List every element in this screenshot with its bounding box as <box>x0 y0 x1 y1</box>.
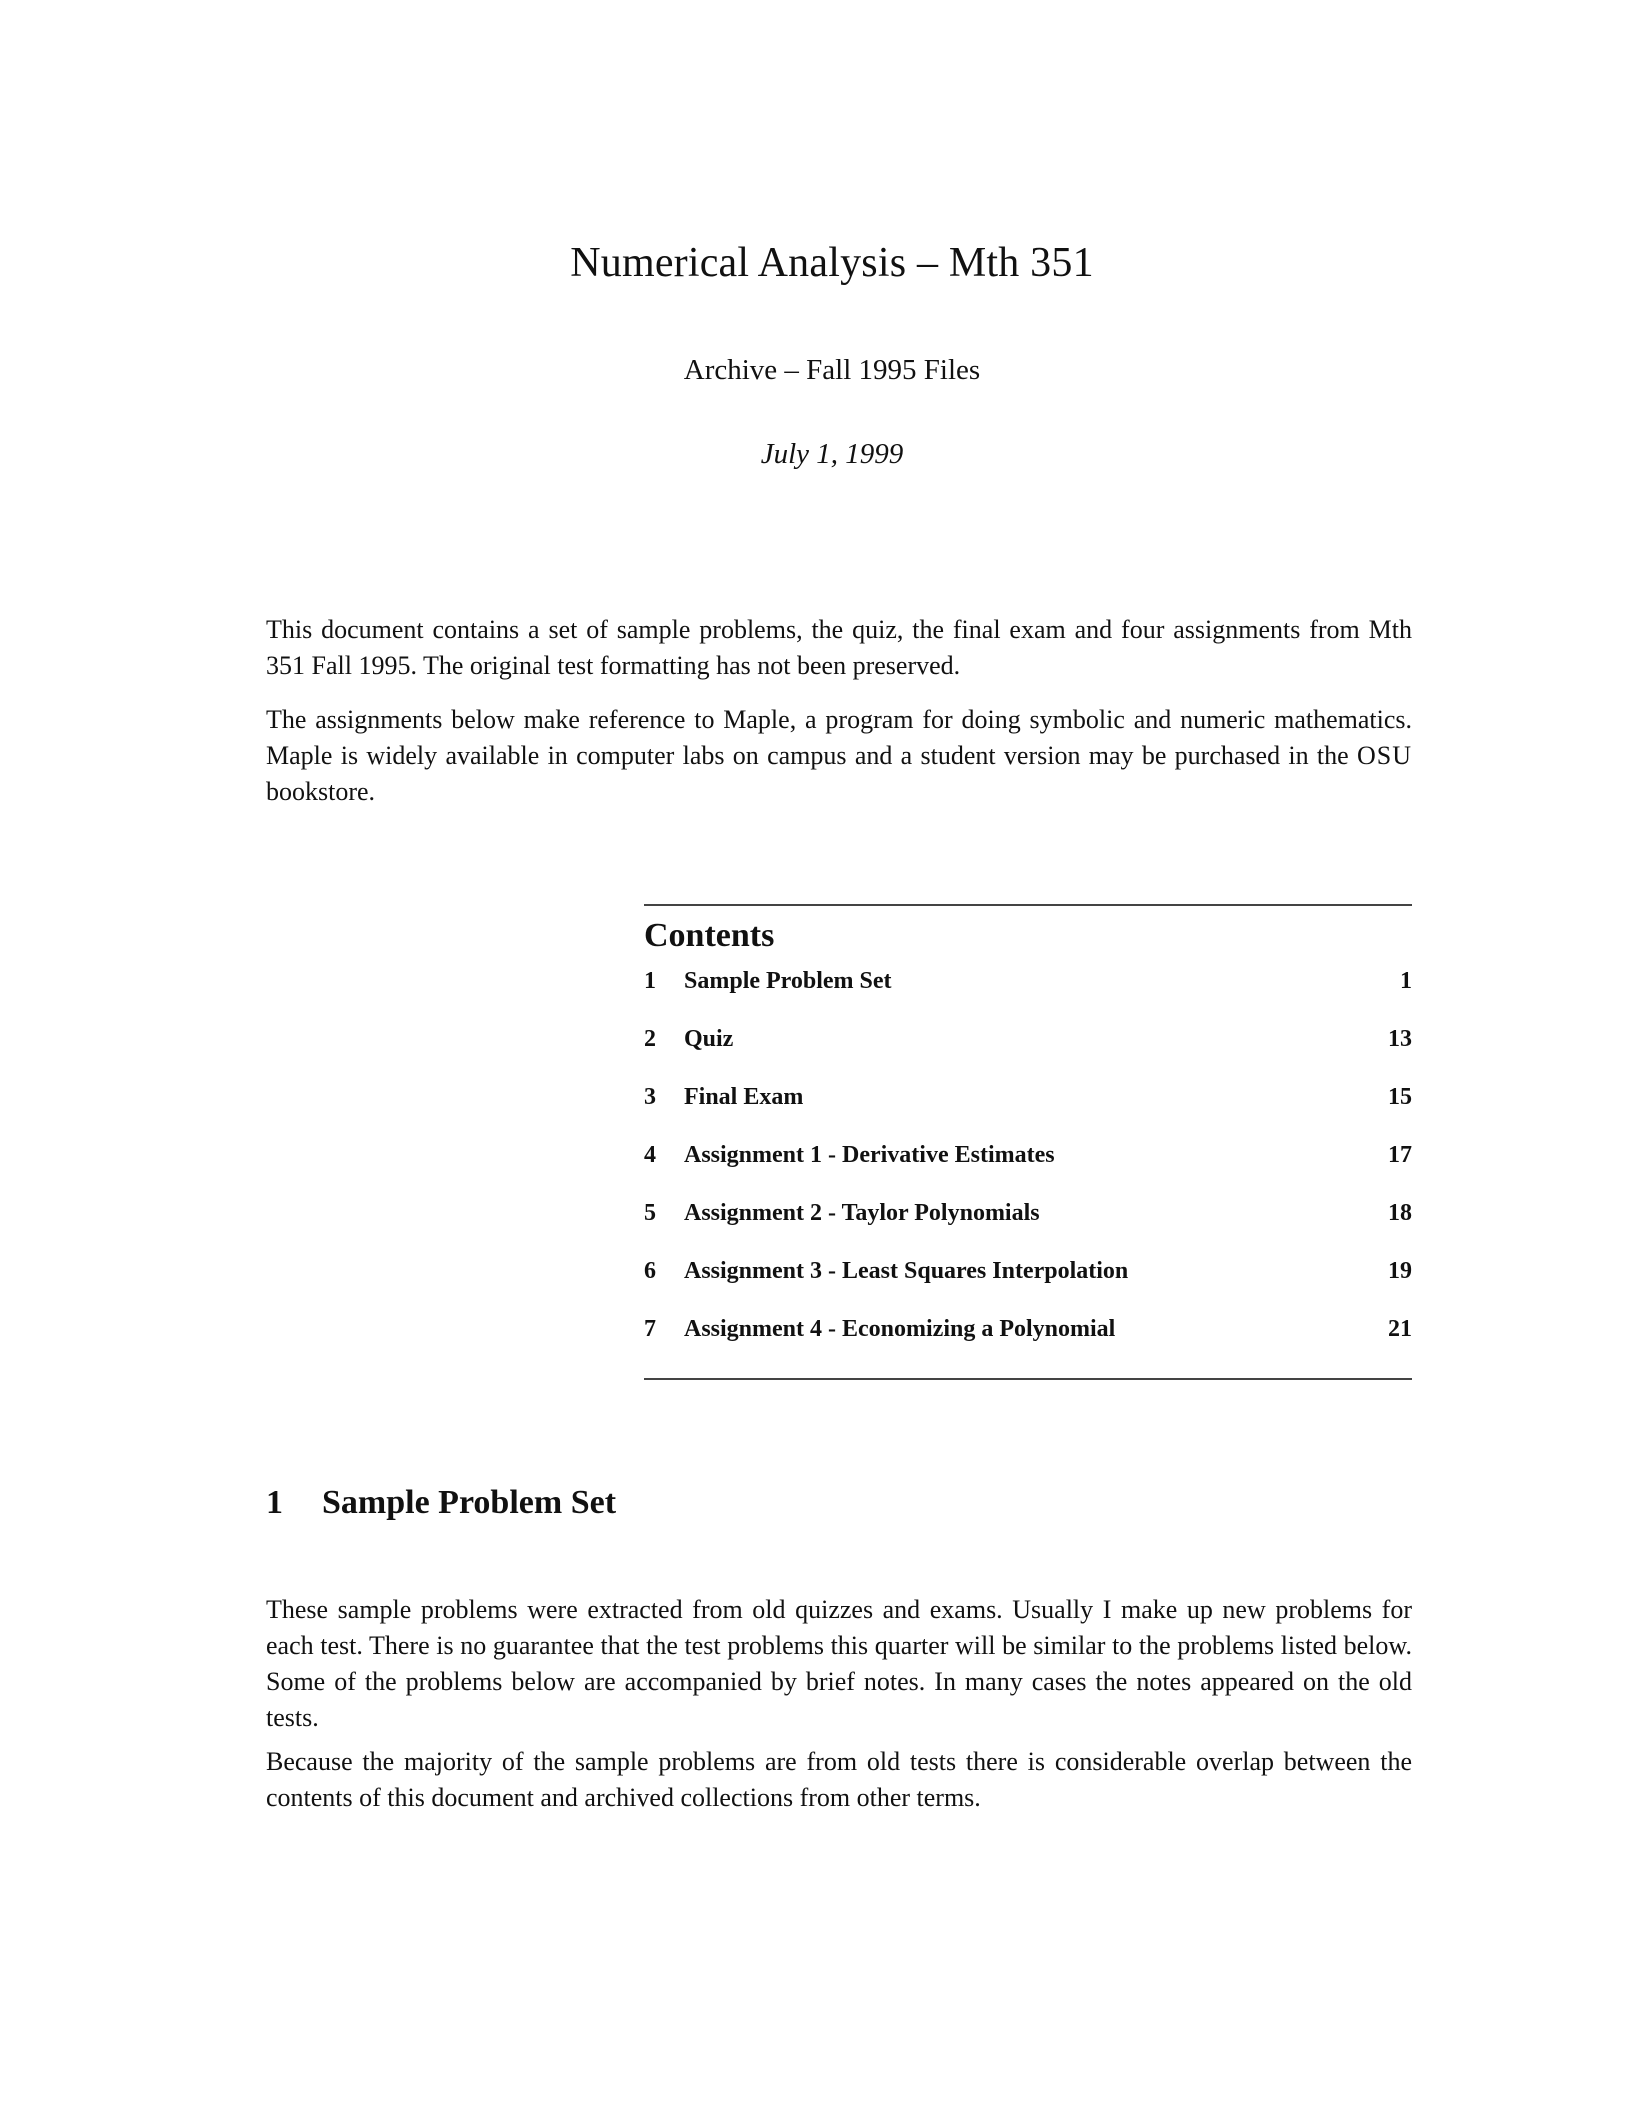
osu-abbreviation: OSU <box>1356 741 1412 770</box>
toc-entry-number: 6 <box>644 1258 656 1284</box>
intro-paragraph-2 <box>266 702 1412 810</box>
toc-entry-title: Assignment 3 - Least Squares Interpolation <box>684 1258 1129 1284</box>
toc-entry-page: 21 <box>1388 1316 1412 1342</box>
toc-entry-title: Sample Problem Set <box>684 968 892 994</box>
toc-entry-number: 5 <box>644 1200 656 1226</box>
toc-entry[interactable] <box>644 968 1412 1026</box>
toc-entry-page: 13 <box>1388 1026 1412 1052</box>
toc-entry-title: Assignment 4 - Economizing a Polynomial <box>684 1316 1116 1342</box>
section-heading <box>266 1482 616 1524</box>
toc-entry-number: 2 <box>644 1026 656 1052</box>
toc-entry[interactable] <box>644 1258 1412 1316</box>
intro-paragraph-2-text: The assignments below make reference to Maple, a program for doing symbolic and numeric mathematics. Maple is widely available in computer labs on campus and a student version may be purchased in the <box>266 705 1412 770</box>
section-paragraph-1: These sample problems were extracted from old quizzes and exams. Usually I make up new problems for each test. There is no guarantee that the test problems this quarter will be similar to the problems listed below. Some of the problems below are accompanied by brief notes. In many cases the notes appeared on the old tests. <box>266 1595 1412 1732</box>
toc-entry-page: 18 <box>1388 1200 1412 1226</box>
toc-entry-title: Quiz <box>684 1026 734 1052</box>
toc-entry-number: 3 <box>644 1084 656 1110</box>
toc-entry-page: 19 <box>1388 1258 1412 1284</box>
toc-entry-number: 1 <box>644 968 656 994</box>
toc-entry[interactable] <box>644 1316 1412 1374</box>
document-subtitle: Archive – Fall 1995 Files <box>683 354 981 386</box>
toc-entry-title: Final Exam <box>684 1084 804 1110</box>
document-date: July 1, 1999 <box>760 438 904 470</box>
toc-entry-page: 17 <box>1388 1142 1412 1168</box>
section-title: Sample Problem Set <box>322 1484 617 1521</box>
intro-paragraph-2-end: bookstore. <box>266 777 376 806</box>
document-title: Numerical Analysis – Mth 351 <box>570 240 1094 286</box>
intro-paragraph-1: This document contains a set of sample problems, the quiz, the final exam and four assignments from Mth 351 Fall 1995. The original test formatting has not been preserved. <box>266 615 1412 680</box>
toc-entry-number: 7 <box>644 1316 656 1342</box>
toc-entry[interactable] <box>644 1142 1412 1200</box>
toc-entry-title: Assignment 2 - Taylor Polynomials <box>684 1200 1040 1226</box>
toc-entry-page: 1 <box>1400 968 1412 994</box>
toc-heading: Contents <box>644 917 775 954</box>
toc-entry[interactable] <box>644 1026 1412 1084</box>
toc-entry[interactable] <box>644 1200 1412 1258</box>
toc-entry-title: Assignment 1 - Derivative Estimates <box>684 1142 1055 1168</box>
section-number: 1 <box>266 1484 283 1521</box>
toc-entry-number: 4 <box>644 1142 656 1168</box>
section-paragraph-2: Because the majority of the sample problems are from old tests there is considerable overlap between the contents of this document and archived collections from other terms. <box>266 1747 1412 1812</box>
toc-entry-page: 15 <box>1388 1084 1412 1110</box>
toc-entry[interactable] <box>644 1084 1412 1142</box>
table-of-contents <box>644 904 1412 1380</box>
